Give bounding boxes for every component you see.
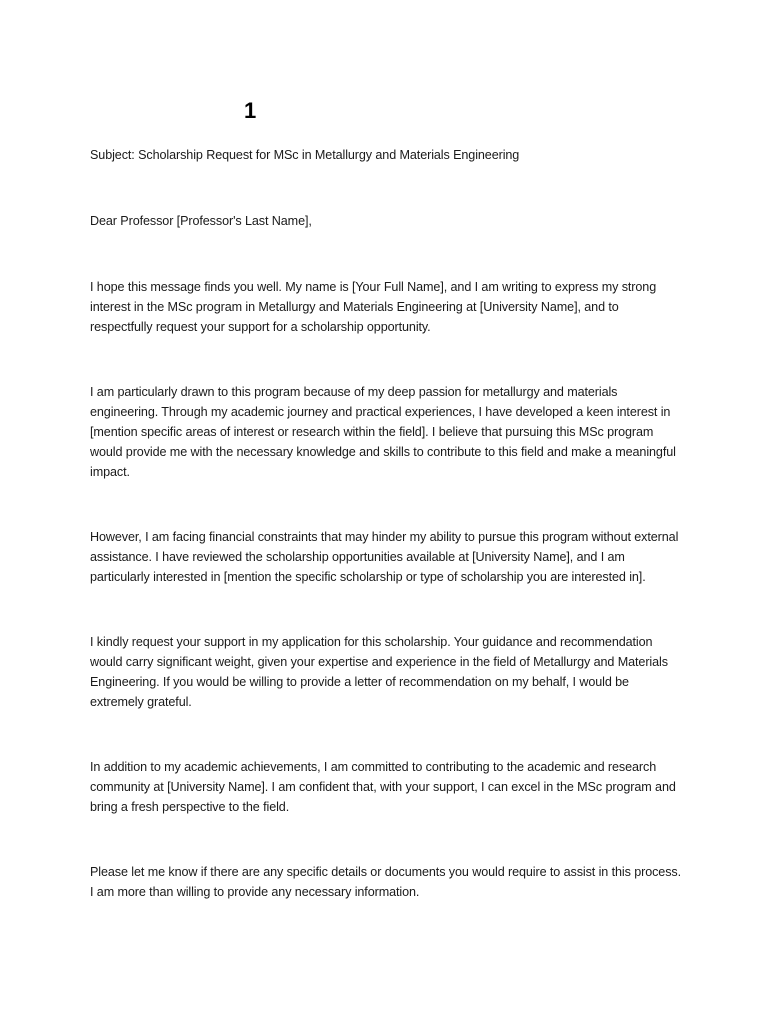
letter-paragraph: I hope this message finds you well. My name is [Your Full Name], and I am writing to express my strong interest in the MSc program in Metallurgy and Materials Engineering at [University Name], and to respectfully request your support for a scholarship opportunity.: [90, 280, 657, 334]
letter-paragraph: In addition to my academic achievements, I am committed to contributing to the academic and research community at [University Name]. I am confident that, with your support, I can excel in the MSc program and bring a fresh perspective to the field.: [90, 760, 676, 814]
letter-body: [90, 145, 682, 947]
page-number: 1: [244, 98, 257, 123]
letter-paragraph: I am particularly drawn to this program because of my deep passion for metallurgy and materials engineering. Through my academic journey and practical experiences, I have developed a keen interest in [mention specific areas of interest or research within the field]. I believe that pursuing this MSc program would provide me with the necessary knowledge and skills to contribute to this field and make a meaningful impact.: [90, 385, 676, 479]
letter-salutation: Dear Professor [Professor's Last Name],: [90, 214, 312, 228]
letter-paragraph: I kindly request your support in my application for this scholarship. Your guidance and recommendation would carry significant weight, given your expertise and experience in the field of Metallurgy and Materials Engineering. If you would be willing to provide a letter of recommendation on my behalf, I would be extremely grateful.: [90, 635, 668, 709]
letter-paragraph: Please let me know if there are any specific details or documents you would require to assist in this process. I am more than willing to provide any necessary information.: [90, 865, 681, 899]
letter-paragraph: However, I am facing financial constraints that may hinder my ability to pursue this program without external assistance. I have reviewed the scholarship opportunities available at [University Name], and I am particularly interested in [mention the specific scholarship or type of scholarship you are interested in].: [90, 530, 679, 584]
letter-subject: Subject: Scholarship Request for MSc in Metallurgy and Materials Engineering: [90, 148, 520, 162]
